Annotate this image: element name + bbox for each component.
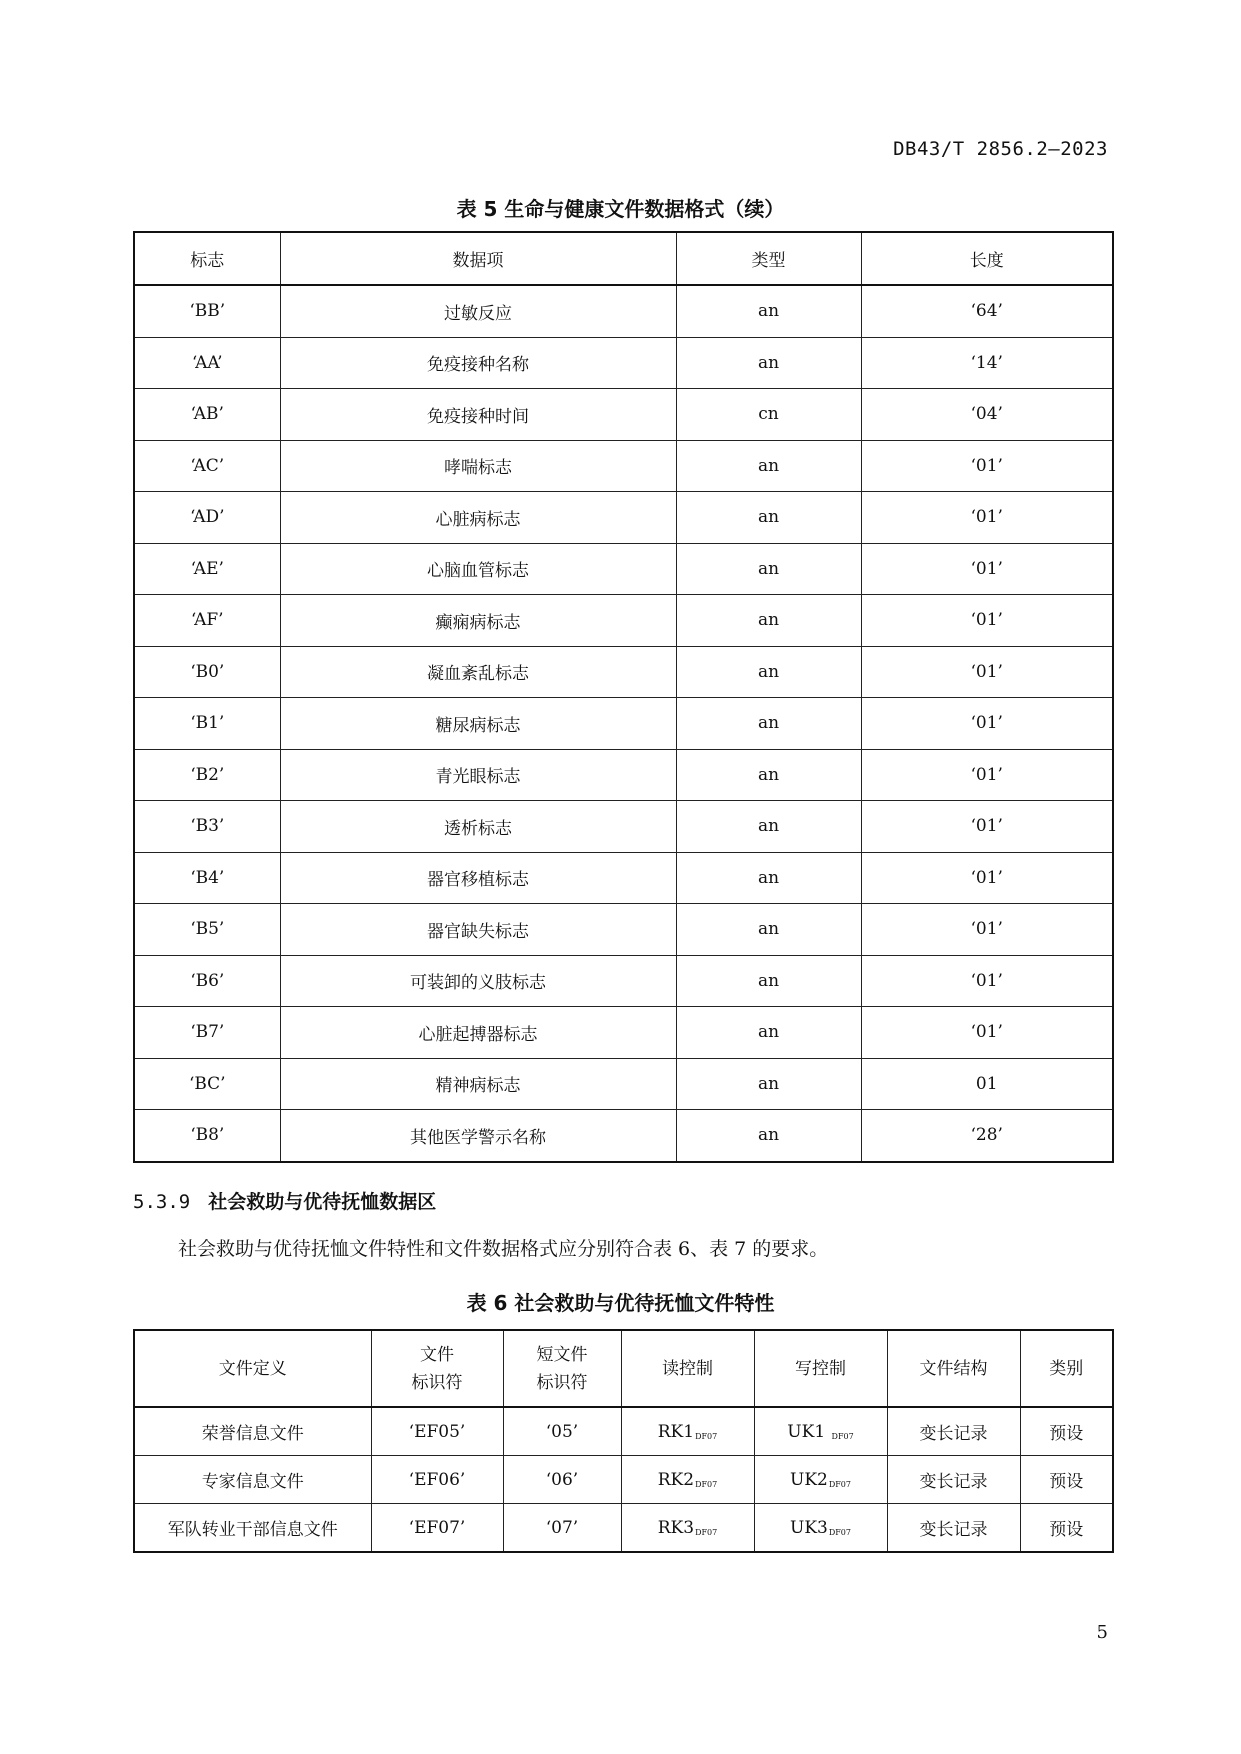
- table-cell: 专家信息文件: [134, 1456, 371, 1504]
- table-cell: 器官移植标志: [280, 852, 676, 904]
- table5-header-cell: 类型: [676, 232, 861, 285]
- table-cell: an: [676, 492, 861, 544]
- table-cell: 心脏病标志: [280, 492, 676, 544]
- table6: [133, 1329, 1114, 1553]
- table6-body: [134, 1407, 1113, 1552]
- table-cell: ‘AA’: [134, 337, 280, 389]
- table-cell: 预设: [1020, 1504, 1113, 1553]
- table-cell: ‘01’: [861, 698, 1113, 750]
- table-cell: ‘B7’: [134, 1007, 280, 1059]
- table-cell: ‘01’: [861, 904, 1113, 956]
- table-row: [134, 595, 1113, 647]
- table-cell: cn: [676, 389, 861, 441]
- table-cell: ‘01’: [861, 646, 1113, 698]
- table-row: [134, 1407, 1113, 1456]
- table-cell: ‘EF07’: [371, 1504, 503, 1553]
- table-cell: 军队转业干部信息文件: [134, 1504, 371, 1553]
- table-cell: ‘B1’: [134, 698, 280, 750]
- table-cell: ‘B2’: [134, 749, 280, 801]
- page-number: 5: [1096, 1622, 1108, 1643]
- table-cell: $UK2_{DF07}$: [754, 1456, 887, 1504]
- table-row: [134, 749, 1113, 801]
- table-cell: an: [676, 1110, 861, 1162]
- table-cell: 变长记录: [887, 1456, 1020, 1504]
- subscript: DF07: [695, 1431, 718, 1441]
- table-cell: ‘01’: [861, 801, 1113, 853]
- table-cell: 哮喘标志: [280, 440, 676, 492]
- table-row: [134, 646, 1113, 698]
- table5-body: [134, 285, 1113, 1162]
- table-row: [134, 1058, 1113, 1110]
- table-row: [134, 955, 1113, 1007]
- table6-header-short-id: 短文件 标识符: [503, 1330, 621, 1407]
- table-row: [134, 440, 1113, 492]
- table-cell: 糖尿病标志: [280, 698, 676, 750]
- table-cell: an: [676, 749, 861, 801]
- table-cell: ‘B5’: [134, 904, 280, 956]
- table-cell: 预设: [1020, 1456, 1113, 1504]
- table-cell: ‘01’: [861, 595, 1113, 647]
- table-cell: an: [676, 852, 861, 904]
- table-cell: ‘05’: [503, 1407, 621, 1456]
- section-number: 5.3.9: [133, 1191, 191, 1213]
- table-cell: ‘01’: [861, 440, 1113, 492]
- table-cell: ‘07’: [503, 1504, 621, 1553]
- table-cell: ‘01’: [861, 1007, 1113, 1059]
- table-cell: ‘01’: [861, 749, 1113, 801]
- table-row: [134, 1504, 1113, 1553]
- table-row: [134, 337, 1113, 389]
- table-row: [134, 801, 1113, 853]
- table-cell: ‘28’: [861, 1110, 1113, 1162]
- table-cell: 其他医学警示名称: [280, 1110, 676, 1162]
- table-cell: ‘B8’: [134, 1110, 280, 1162]
- table-cell: ‘04’: [861, 389, 1113, 441]
- table5-header-cell: 数据项: [280, 232, 676, 285]
- subscript: DF07: [695, 1527, 718, 1537]
- table-cell: an: [676, 698, 861, 750]
- table-cell: ‘64’: [861, 285, 1113, 337]
- table6-header-write-control: 写控制: [754, 1330, 887, 1407]
- table-cell: an: [676, 904, 861, 956]
- table-row: [134, 1007, 1113, 1059]
- table-cell: 癫痫病标志: [280, 595, 676, 647]
- table-cell: 可装卸的义肢标志: [280, 955, 676, 1007]
- document-code: DB43/T 2856.2—2023: [893, 138, 1108, 160]
- section-paragraph: 社会救助与优待抚恤文件特性和文件数据格式应分别符合表 6、表 7 的要求。: [178, 1238, 829, 1260]
- table-cell: 预设: [1020, 1407, 1113, 1456]
- table-cell: $RK1_{DF07}$: [621, 1407, 754, 1456]
- table6-caption: 表 6 社会救助与优待抚恤文件特性: [466, 1291, 775, 1315]
- table-cell: ‘EF06’: [371, 1456, 503, 1504]
- table-cell: ‘01’: [861, 955, 1113, 1007]
- table-cell: $RK2_{DF07}$: [621, 1456, 754, 1504]
- table-cell: $RK3_{DF07}$: [621, 1504, 754, 1553]
- table-cell: 免疫接种时间: [280, 389, 676, 441]
- table-cell: ‘B4’: [134, 852, 280, 904]
- table-cell: an: [676, 801, 861, 853]
- table-cell: ‘AD’: [134, 492, 280, 544]
- table-cell: ‘06’: [503, 1456, 621, 1504]
- table-cell: an: [676, 595, 861, 647]
- table6-header-file-id: 文件 标识符: [371, 1330, 503, 1407]
- subscript: DF07: [828, 1479, 851, 1489]
- table5-header-cell: 标志: [134, 232, 280, 285]
- table-cell: UK1 $_{DF07}$: [754, 1407, 887, 1456]
- table-cell: 荣誉信息文件: [134, 1407, 371, 1456]
- table6-header-read-control: 读控制: [621, 1330, 754, 1407]
- table-cell: 01: [861, 1058, 1113, 1110]
- table-row: [134, 389, 1113, 441]
- table-cell: ‘14’: [861, 337, 1113, 389]
- table-row: [134, 285, 1113, 337]
- table-cell: 变长记录: [887, 1407, 1020, 1456]
- table-cell: ‘01’: [861, 543, 1113, 595]
- subscript: DF07: [831, 1431, 854, 1441]
- subscript: DF07: [695, 1479, 718, 1489]
- section-title: 社会救助与优待抚恤数据区: [208, 1191, 437, 1213]
- section-heading: [133, 1187, 436, 1214]
- table-row: [134, 543, 1113, 595]
- table6-header-category: 类别: [1020, 1330, 1113, 1407]
- table-cell: ‘AB’: [134, 389, 280, 441]
- table-cell: ‘01’: [861, 852, 1113, 904]
- table-cell: 心脏起搏器标志: [280, 1007, 676, 1059]
- table-cell: ‘B3’: [134, 801, 280, 853]
- table-cell: an: [676, 646, 861, 698]
- table-row: [134, 492, 1113, 544]
- table-cell: 青光眼标志: [280, 749, 676, 801]
- table-cell: 变长记录: [887, 1504, 1020, 1553]
- table-cell: an: [676, 1007, 861, 1059]
- table-cell: 凝血紊乱标志: [280, 646, 676, 698]
- table6-header-row: [134, 1330, 1113, 1407]
- table-cell: ‘B6’: [134, 955, 280, 1007]
- table-cell: 精神病标志: [280, 1058, 676, 1110]
- table-cell: an: [676, 440, 861, 492]
- table-cell: 免疫接种名称: [280, 337, 676, 389]
- table5-caption: 表 5 生命与健康文件数据格式（续）: [456, 197, 785, 221]
- table-cell: ‘AE’: [134, 543, 280, 595]
- table-row: [134, 698, 1113, 750]
- table-cell: ‘EF05’: [371, 1407, 503, 1456]
- table-cell: $UK3_{DF07}$: [754, 1504, 887, 1553]
- table5-header-cell: 长度: [861, 232, 1113, 285]
- table-cell: 器官缺失标志: [280, 904, 676, 956]
- table-cell: an: [676, 955, 861, 1007]
- table-cell: ‘AC’: [134, 440, 280, 492]
- table6-header-file-def: 文件定义: [134, 1330, 371, 1407]
- table-cell: an: [676, 285, 861, 337]
- table-cell: an: [676, 543, 861, 595]
- table-cell: ‘BB’: [134, 285, 280, 337]
- table-row: [134, 1456, 1113, 1504]
- table5-header-row: [134, 232, 1113, 285]
- table-cell: 透析标志: [280, 801, 676, 853]
- table-row: [134, 904, 1113, 956]
- table5: [133, 231, 1114, 1163]
- table-cell: ‘01’: [861, 492, 1113, 544]
- table-cell: 心脑血管标志: [280, 543, 676, 595]
- table-cell: an: [676, 337, 861, 389]
- table-row: [134, 1110, 1113, 1162]
- table-cell: 过敏反应: [280, 285, 676, 337]
- subscript: DF07: [828, 1527, 851, 1537]
- table-cell: an: [676, 1058, 861, 1110]
- table-cell: ‘AF’: [134, 595, 280, 647]
- table-row: [134, 852, 1113, 904]
- table-cell: ‘BC’: [134, 1058, 280, 1110]
- table-cell: ‘B0’: [134, 646, 280, 698]
- table6-header-structure: 文件结构: [887, 1330, 1020, 1407]
